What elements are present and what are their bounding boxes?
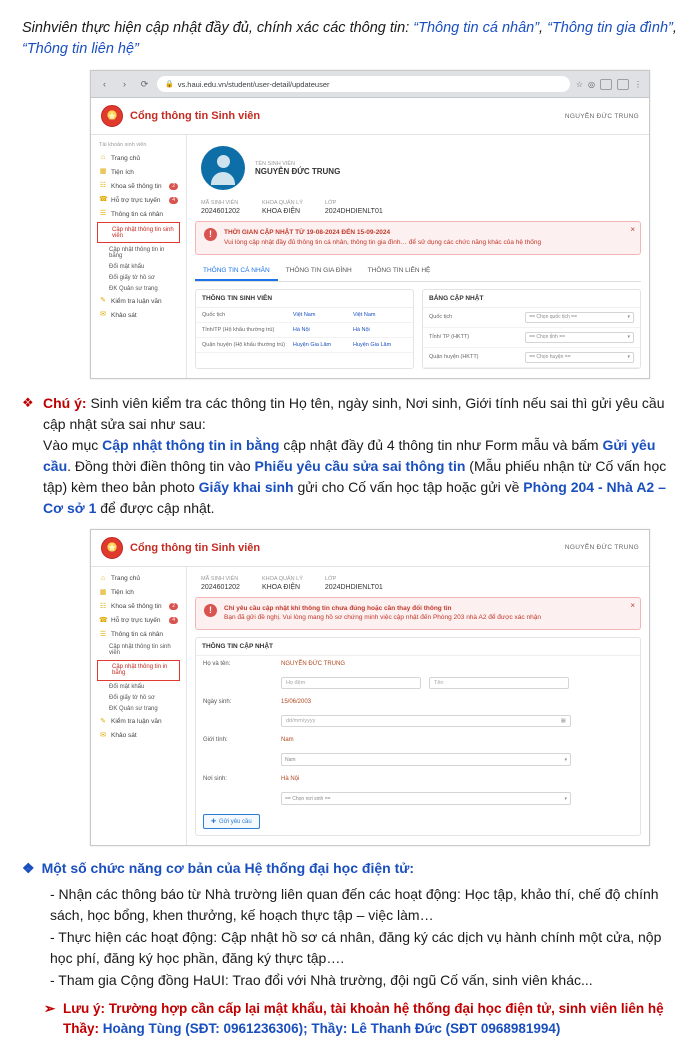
header-username[interactable]: NGUYỄN ĐỨC TRUNG — [564, 112, 639, 120]
menu-icon[interactable]: ⋮ — [634, 79, 642, 89]
sidebar-item-label: Kiểm tra luận văn — [111, 297, 162, 305]
form-row-birthplace — [196, 771, 640, 787]
chevron-down-icon: ▾ — [627, 334, 630, 341]
class-cell — [325, 576, 383, 591]
final-note-text: Lưu ý: Trường hợp cần cấp lại mật khẩu, tài khoản hệ thống đại học điện tử, sinh viên liên hệ Thầy: — [63, 1001, 664, 1036]
province-select[interactable] — [525, 332, 634, 343]
intro-sep-1: , — [539, 20, 548, 36]
sidebar-subitem-documents[interactable]: Đổi giấy tờ hồ sơ — [109, 695, 155, 702]
row-value-2: Việt Nam — [352, 311, 376, 318]
site-header-2 — [91, 530, 649, 567]
chevron-down-icon: ▾ — [564, 756, 567, 763]
note-p2-pre: Vào mục — [43, 436, 103, 453]
sidebar-badge: 4 — [169, 197, 178, 204]
envelope-icon: ✉ — [100, 311, 106, 319]
arrow-bullet-icon: ➢ — [44, 1001, 56, 1017]
window-icon[interactable] — [617, 79, 629, 90]
select-value: == Chọn tỉnh == — [529, 334, 566, 341]
back-icon[interactable]: ‹ — [103, 79, 106, 90]
tab-personal-info[interactable]: THÔNG TIN CÁ NHÂN — [195, 262, 278, 281]
sidebar-item-label: Tiện ích — [111, 168, 134, 176]
note-p2-end: để được cập nhật. — [96, 499, 215, 516]
intro-text: Sinhviên thực hiện cập nhật đầy đủ, chính xác các thông tin: — [22, 20, 414, 36]
note-p2-mid: cập nhật đầy đủ 4 thông tin như Form mẫu và bấm — [279, 436, 603, 453]
class-value: 2024DHDIENLT01 — [324, 208, 383, 216]
note-p2-mid3: (Mẫu phiếu nhận từ Cố vấn học tập) kèm theo bản photo — [43, 457, 667, 495]
sidebar-item-label: Kiểm tra luận văn — [111, 718, 162, 726]
form-row-birthdate — [196, 694, 640, 710]
form-row-gender — [196, 732, 640, 748]
highlight-box-update-student-info — [97, 222, 180, 243]
final-note-body — [63, 999, 678, 1038]
table-row — [196, 323, 413, 338]
sidebar-subitem-register-page[interactable]: ĐK Quản sư trang — [109, 285, 158, 292]
haui-logo-icon — [101, 537, 123, 559]
alert-text — [224, 604, 541, 624]
sidebar-item-survey[interactable] — [95, 308, 182, 322]
student-code-value: 2024601202 — [201, 583, 240, 591]
browser-screenshot-1 — [90, 70, 650, 379]
features-list — [50, 884, 678, 991]
student-code-label: MÃ SINH VIÊN — [201, 200, 239, 207]
diamond-bullet-icon: ❖ — [22, 394, 34, 410]
request-alert — [195, 597, 641, 631]
sidebar — [91, 135, 187, 378]
sidebar-item-personal-info[interactable] — [95, 628, 182, 642]
send-request-label: Gửi yêu cầu — [219, 818, 252, 825]
sidebar-item-label: Trang chủ — [111, 154, 141, 162]
table-row — [423, 308, 640, 328]
class-cell — [325, 200, 383, 215]
student-card — [195, 142, 641, 198]
note-heading: Chú ý: — [43, 394, 87, 411]
extension-icon[interactable] — [600, 79, 612, 90]
row-value-1: Việt Nam — [292, 311, 316, 318]
table-row — [423, 348, 640, 368]
sidebar-item-label: Trang chủ — [111, 575, 141, 583]
birthdate-placeholder: dd/mm/yyyy — [286, 718, 316, 725]
site-header — [91, 98, 649, 135]
update-period-alert — [195, 221, 641, 255]
firstname-input[interactable]: Tên — [429, 677, 569, 689]
birthdate-value: 15/06/2003 — [281, 699, 312, 706]
phone-icon: ☎ — [99, 196, 108, 204]
faculty-cell — [262, 200, 303, 215]
sidebar-item-home[interactable] — [95, 572, 182, 586]
sidebar-item-label: Khoa sẽ thông tin — [111, 182, 162, 190]
birthplace-label: Nơi sinh: — [203, 776, 227, 783]
sidebar-item-support[interactable] — [95, 614, 182, 628]
diamond-bullet-icon: ❖ — [22, 860, 35, 877]
form-row-name-inputs — [196, 672, 640, 694]
grid-icon: ▦ — [99, 588, 107, 596]
row-label: Quận huyện (Hộ khẩu thường trú) — [202, 341, 286, 348]
student-code-cell — [201, 576, 240, 591]
lastname-input[interactable]: Họ đệm — [281, 677, 421, 689]
list-item: - Tham gia Cộng đồng HaUI: Trao đổi với Nhà trường, đội ngũ Cố vấn, sinh viên khác... — [50, 972, 593, 989]
student-code-label: MÃ SINH VIÊN — [201, 575, 239, 582]
sidebar-item-thesis-check[interactable] — [95, 294, 182, 308]
url-text: vs.haui.edu.vn/student/user-detail/updateuser — [177, 79, 330, 89]
select-value: Nam — [285, 756, 296, 763]
row-label: Tỉnh/TP (Hộ khẩu thường trú) — [202, 326, 275, 333]
alert-line-1: Chỉ yêu cầu cập nhật khi thông tin chưa đúng hoặc cần thay đổi thông tin — [224, 604, 452, 612]
pencil-icon: ✎ — [100, 297, 106, 305]
nationality-select[interactable] — [525, 312, 634, 323]
note-p1: Sinh viên kiểm tra các thông tin Họ tên, ngày sinh, Nơi sinh, Giới tính nếu sai thì gửi yêu cầu cập nhật sửa sai như sau: — [43, 394, 665, 432]
toolbar-right — [576, 79, 642, 90]
sidebar-item-share-info[interactable] — [95, 600, 182, 614]
sidebar-item-label: Hỗ trợ trực tuyến — [111, 617, 161, 625]
intro-quote-1: “Thông tin cá nhân” — [413, 20, 540, 36]
list-item: - Thực hiện các hoạt động: Cập nhật hồ sơ cá nhân, đăng ký các dịch vụ hành chính một cửa, nộp học phí, đăng ký học phần, đăng ký thực tập…. — [50, 929, 662, 967]
birthplace-value: Hà Nội — [281, 776, 300, 783]
profile-icon[interactable]: ◎ — [588, 79, 595, 89]
sidebar-item-support[interactable] — [95, 193, 182, 207]
alert-line-1: THỜI GIAN CẬP NHẬT TỪ 19-08-2024 ĐẾN 15-09-2024 — [224, 229, 391, 237]
faculty-value: KHOA ĐIỆN — [261, 208, 301, 216]
sidebar-item-label: Khảo sát — [111, 311, 137, 319]
student-code-cell — [201, 200, 240, 215]
sidebar-subitem-change-password[interactable]: Đổi mật khẩu — [109, 263, 145, 270]
person-icon: ☰ — [99, 630, 107, 638]
row-value-2: Hà Nội — [352, 326, 370, 333]
plus-icon: ✚ — [211, 819, 217, 826]
brand-name: Cổng thông tin Sinh viên — [130, 110, 261, 123]
form-row-gender-select — [196, 748, 640, 771]
student-name-block — [255, 161, 340, 176]
form-title: THÔNG TIN CẬP NHẬT — [196, 638, 640, 656]
alert-line-2: Bạn đã gửi đề nghị. Vui lòng mang hồ sơ chứng minh việc cập nhật đến Phòng 203 nhà A2 để được xác nhận — [224, 614, 541, 622]
faculty-label: KHOA QUẢN LÝ — [261, 575, 303, 582]
gender-label: Giới tính: — [203, 737, 228, 744]
panel-title: THÔNG TIN SINH VIÊN — [196, 290, 413, 308]
reload-icon[interactable]: ⟳ — [140, 78, 149, 89]
pencil-icon: ✎ — [100, 717, 106, 725]
fullname-label: Họ và tên: — [203, 661, 231, 668]
avatar — [201, 146, 245, 190]
brand-2 — [101, 537, 260, 559]
sidebar-item-label: Thông tin cá nhân — [111, 631, 164, 639]
sidebar-subitem-update-student-info[interactable]: Cập nhật thông tin sinh viên — [112, 226, 174, 239]
sidebar-item-personal-info[interactable] — [95, 207, 182, 221]
home-icon: ⌂ — [100, 574, 106, 582]
alert-line-2: Vui lòng cập nhật đầy đủ thông tin cá nhân, thông tin gia đình… để sử dụng các chức năng khác của hệ thống — [224, 238, 542, 246]
gender-value: Nam — [281, 737, 294, 744]
star-icon[interactable]: ☆ — [575, 79, 584, 89]
intro-sep-2: , — [672, 20, 677, 36]
nav-icons — [98, 78, 151, 91]
row-label: Quận huyện (HKTT) — [429, 354, 479, 361]
sidebar-item-label: Khoa sẽ thông tin — [111, 603, 162, 611]
sidebar-item-utilities[interactable] — [95, 586, 182, 600]
gender-select[interactable] — [281, 753, 571, 766]
intro-quote-3: “Thông tin liên hệ” — [22, 41, 139, 58]
alert-text — [224, 228, 541, 248]
update-form-panel — [195, 637, 641, 836]
class-label: LỚP — [324, 575, 337, 582]
sidebar-item-label: Thông tin cá nhân — [111, 210, 164, 218]
student-name-value: NGUYỄN ĐỨC TRUNG — [255, 166, 341, 176]
header-username[interactable]: NGUYỄN ĐỨC TRUNG — [564, 544, 639, 552]
form-row-birthplace-select — [196, 787, 640, 810]
select-value: == Chọn huyện == — [529, 354, 571, 361]
final-note-contacts: Hoàng Tùng (SĐT: 0961236306); Thầy: Lê Thanh Đức (SĐT 0968981994) — [102, 1020, 561, 1036]
form-row-fullname — [196, 656, 640, 672]
list-icon: ☷ — [99, 602, 107, 610]
table-row — [196, 308, 413, 323]
sidebar-badge: 2 — [169, 603, 178, 610]
note-link-update-diploma: Cập nhật thông tin in bằng — [102, 436, 280, 453]
note-body — [43, 393, 678, 519]
tab-family-info[interactable]: THÔNG TIN GIA ĐÌNH — [285, 266, 352, 274]
person-icon: ☰ — [99, 210, 107, 218]
birthdate-input[interactable] — [281, 715, 571, 727]
row-value-1: Huyện Gia Lâm — [292, 341, 332, 348]
grid-icon: ▦ — [99, 168, 107, 176]
note-p2-mid2: . Đồng thời điền thông tin vào — [67, 457, 255, 474]
tab-contact-info[interactable]: THÔNG TIN LIÊN HỆ — [367, 266, 431, 274]
haui-logo-icon — [101, 105, 123, 127]
class-label: LỚP — [324, 200, 337, 207]
faculty-cell — [262, 576, 303, 591]
table-row — [423, 328, 640, 348]
birthdate-label: Ngày sinh: — [203, 699, 232, 706]
table-row — [196, 338, 413, 353]
student-id-row — [195, 198, 641, 221]
select-value: == Chọn nơi sinh == — [285, 795, 331, 802]
calendar-icon[interactable]: ▦ — [560, 718, 566, 725]
sidebar-item-label: Tiện ích — [111, 589, 134, 597]
sidebar-badge: 4 — [169, 617, 178, 624]
sidebar-item-label: Khảo sát — [111, 732, 137, 740]
sidebar-item-label: Hỗ trợ trực tuyến — [111, 196, 161, 204]
student-name-label: TÊN SINH VIÊN — [255, 160, 296, 167]
student-code-value: 2024601202 — [201, 208, 240, 216]
student-id-row-2 — [195, 574, 641, 597]
info-panels — [195, 289, 641, 369]
sidebar-subitem-documents[interactable]: Đổi giấy tờ hồ sơ — [109, 274, 155, 281]
site-body-2 — [91, 567, 649, 846]
birthplace-select[interactable] — [281, 792, 571, 805]
class-value: 2024DHDIENLT01 — [324, 583, 383, 591]
intro-paragraph — [22, 18, 678, 60]
brand-name: Cổng thông tin Sinh viên — [130, 541, 261, 554]
browser-screenshot-2 — [90, 529, 650, 847]
fullname-value: NGUYỄN ĐỨC TRUNG — [281, 661, 346, 668]
note-link-correction-form: Phiếu yêu cầu sửa sai thông tin — [254, 457, 466, 474]
sidebar-subitem-change-password[interactable]: Đổi mật khẩu — [109, 684, 145, 691]
sidebar-item-survey[interactable] — [95, 729, 182, 743]
sidebar-item-utilities[interactable] — [95, 165, 182, 179]
final-note — [44, 999, 678, 1038]
close-icon[interactable]: × — [630, 600, 635, 610]
phone-icon: ☎ — [99, 616, 108, 624]
row-label: Quốc tịch — [429, 314, 453, 321]
highlight-box-update-diploma-info — [97, 660, 180, 681]
features-heading-row — [22, 858, 678, 879]
intro-quote-2: “Thông tin gia đình” — [547, 20, 673, 36]
browser-toolbar — [91, 71, 649, 98]
sidebar-item-share-info[interactable] — [95, 179, 182, 193]
panel-student-info — [195, 289, 414, 369]
sidebar-item-thesis-check[interactable] — [95, 715, 182, 729]
row-label: Tỉnh/ TP (HKTT) — [429, 334, 470, 341]
district-select[interactable] — [525, 352, 634, 363]
warning-icon: ! — [204, 228, 217, 241]
home-icon: ⌂ — [100, 154, 106, 162]
faculty-value: KHOA ĐIỆN — [261, 583, 301, 591]
main-content-2 — [187, 567, 649, 846]
features-section — [22, 858, 678, 991]
sidebar-subitem-update-student-info[interactable]: Cập nhật thông tin sinh viên — [109, 644, 171, 657]
site-body — [91, 135, 649, 378]
list-item: - Nhận các thông báo từ Nhà trường liên quan đến các hoạt động: Học tập, khảo thí, chế độ chính sách, học bổng, khen thưởng, kế hoạch thực tập – việc làm… — [50, 886, 659, 924]
note-attention — [22, 393, 678, 519]
sidebar-subitem-update-diploma-info[interactable]: Cập nhật thông tin in bằng — [109, 246, 165, 259]
sidebar-subitem-register-page[interactable]: ĐK Quản sư trang — [109, 706, 158, 713]
note-p2-mid4: gửi cho Cố vấn học tập hoặc gửi về — [293, 478, 524, 495]
select-value: == Chọn quốc tịch == — [529, 314, 577, 321]
address-bar[interactable] — [157, 76, 570, 92]
row-value-1: Hà Nội — [292, 326, 310, 333]
chevron-down-icon: ▾ — [564, 795, 567, 802]
sidebar-subitem-update-diploma-info[interactable]: Cập nhật thông tin in bằng — [112, 664, 168, 677]
forward-icon[interactable]: › — [123, 79, 126, 90]
chevron-down-icon: ▾ — [627, 314, 630, 321]
main-content — [187, 135, 649, 378]
form-row-birthdate-input — [196, 710, 640, 732]
features-title: Một số chức năng cơ bản của Hệ thống đại học điện tử: — [41, 860, 415, 877]
tabs — [195, 262, 641, 282]
brand — [101, 105, 260, 127]
warning-icon: ! — [204, 604, 217, 617]
panel-title: BẢNG CẬP NHẬT — [423, 290, 640, 308]
sidebar-item-home[interactable] — [95, 151, 182, 165]
row-label: Quốc tịch — [202, 311, 226, 318]
faculty-label: KHOA QUẢN LÝ — [261, 200, 303, 207]
sidebar-badge: 2 — [169, 183, 178, 190]
sidebar-title: Tài khoản sinh viên — [99, 142, 147, 149]
panel-update-form — [422, 289, 641, 369]
send-request-button[interactable] — [203, 814, 260, 829]
note-link-birth-certificate: Giấy khai sinh — [198, 478, 294, 495]
note-link-send-request: Gửi yêu cầu — [43, 436, 656, 474]
note-link-room: Phòng 204 - Nhà A2 – Cơ sở 1 — [43, 478, 666, 516]
close-icon[interactable]: × — [630, 225, 635, 235]
chevron-down-icon: ▾ — [627, 354, 630, 361]
row-value-2: Huyện Gia Lâm — [352, 341, 392, 348]
sidebar-2 — [91, 567, 187, 846]
lock-icon: 🔒 — [165, 81, 174, 89]
list-icon: ☷ — [99, 182, 107, 190]
envelope-icon: ✉ — [100, 731, 106, 739]
